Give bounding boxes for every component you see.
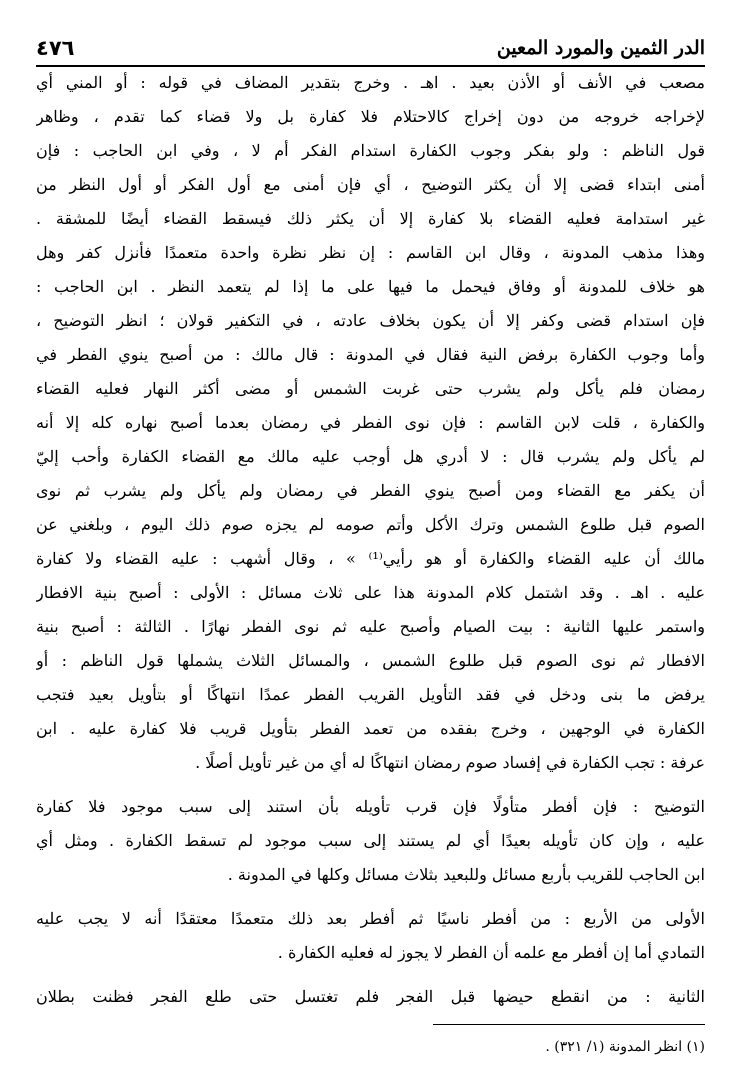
body-text (36, 66, 705, 1014)
text-line: أمنى ابتداء قضى إلا أن يكثر التوضيح ، أي فإن أمنى مع أول الفكر أو أول النظر من (36, 175, 705, 194)
text-line: عرفة : تجب الكفارة في إفساد صوم رمضان انتهاكًا له أي من غير تأويل أصلًا . (195, 753, 705, 772)
text-line: وهذا مذهب المدونة ، وقال ابن القاسم : إن نظر نظرة واحدة متعمدًا فأنزل كفر وهل (36, 243, 705, 262)
text-line: غير استدامة فعليه القضاء بلا كفارة إلا أن يكثر ذلك فيسقط القضاء أيضًا للمشقة . (36, 209, 705, 228)
text-line: الكفارة في الوجهين ، وخرج بفقده من تعمد الفطر بتأويل قريب فلا كفارة عليه . ابن (36, 719, 705, 738)
text-line: الأولى من الأربع : من أفطر ناسيًا ثم أفطر بعد ذلك متعمدًا معتقدًا أنه لا يجب عليه (36, 909, 705, 928)
text-line: الافطار ثم نوى الصوم قبل طلوع الشمس ، والمسائل الثلاث يشملها قول الناظم : أو (36, 651, 705, 670)
text-line: عليه . اهـ . وقد اشتمل كلام المدونة هذا على ثلاث مسائل : الأولى : أصبح بنية الافطار (36, 583, 705, 602)
text-line: لم يأكل ولم يشرب قال : لا أدري هل أوجب عليه مالك مع القضاء الكفارة وأحب إليّ (36, 447, 705, 466)
text-line: والكفارة ، قلت لابن القاسم : فإن نوى الفطر في رمضان بعدما أصبح نهاره كله إلا أنه (36, 413, 705, 432)
text-line: الصوم قبل طلوع الشمس وترك الأكل وأتم صومه لم يجزه صوم ذلك اليوم ، وبلغني عن (36, 515, 705, 534)
text-line: التمادي أما إن أفطر مع علمه أن الفطر لا يجوز له فعليه الكفارة . (277, 943, 705, 962)
text-line: يرفض ما بنى ودخل في فقد التأويل القريب الفطر عمدًا انتهاكًا أو بتأويل بعيد فتجب (36, 685, 705, 704)
text-line: قول الناظم : ولو بفكر وجوب الكفارة استدام الفكر أم لا ، وفي ابن الحاجب : فإن (36, 141, 705, 160)
book-title: الدر الثمين والمورد المعين (496, 37, 705, 59)
text-line: رمضان فلم يأكل ولم يشرب حتى غربت الشمس أو مضى أكثر النهار فعليه القضاء (36, 379, 705, 398)
text-line: مالك أن عليه القضاء والكفارة أو هو رأيي⁽¹⁾ » ، وقال أشهب : عليه القضاء ولا كفارة (36, 549, 705, 568)
text-line: هو خلاف للمدونة أو وفاق فيحمل ما فيها على ما إذا لم يتعمد النظر . ابن الحاجب : (36, 277, 705, 296)
footnote: (١) انظر المدونة (١/ ٣٢١) . (545, 1039, 705, 1055)
text-line: التوضيح : فإن أفطر متأولًا فإن قرب تأويله بأن استند إلى سبب موجود فلا كفارة (36, 797, 705, 816)
text-line: واستمر عليها الثانية : بيت الصيام وأصبح عليه ثم نوى الفطر نهارًا . الثالثة : أصبح بنية (36, 617, 705, 636)
text-line: الثانية : من انقطع حيضها قبل الفجر فلم تغتسل حتى طلع الفجر فظنت بطلان (36, 987, 705, 1006)
text-line: وأما وجوب الكفارة برفض النية فقال في المدونة : قال مالك : من أصبح ينوي الفطر في (36, 345, 705, 364)
footnote-divider (433, 1024, 705, 1025)
text-line: ابن الحاجب للقريب بأربع مسائل وللبعيد بثلاث مسائل وكلها في المدونة . (227, 865, 705, 884)
text-line: مصعب في الأنف أو الأذن بعيد . اهـ . وخرج بتقدير المضاف في قوله : أو المني أي (36, 73, 705, 92)
text-line: أن يكفر مع القضاء ومن أصبح ينوي الفطر في رمضان ولم يأكل ولم يشرب ثم نوى (36, 481, 705, 500)
page-number: ٤٧٦ (36, 36, 75, 60)
page-header (36, 33, 705, 67)
text-line: لإخراجه خروجه من دون إخراج كالاحتلام فلا كفارة بل ولا قضاء كما تقدم ، وظاهر (36, 107, 705, 126)
text-line: عليه ، وإن كان تأويله بعيدًا أي لم يستند إلى سبب موجود لم تسقط الكفارة . ومثل أي (36, 831, 705, 850)
text-line: فإن استدام قضى وكفر إلا أن يكون بخلاف عادته ، في التكفير قولان ؛ انظر التوضيح ، (36, 311, 705, 330)
